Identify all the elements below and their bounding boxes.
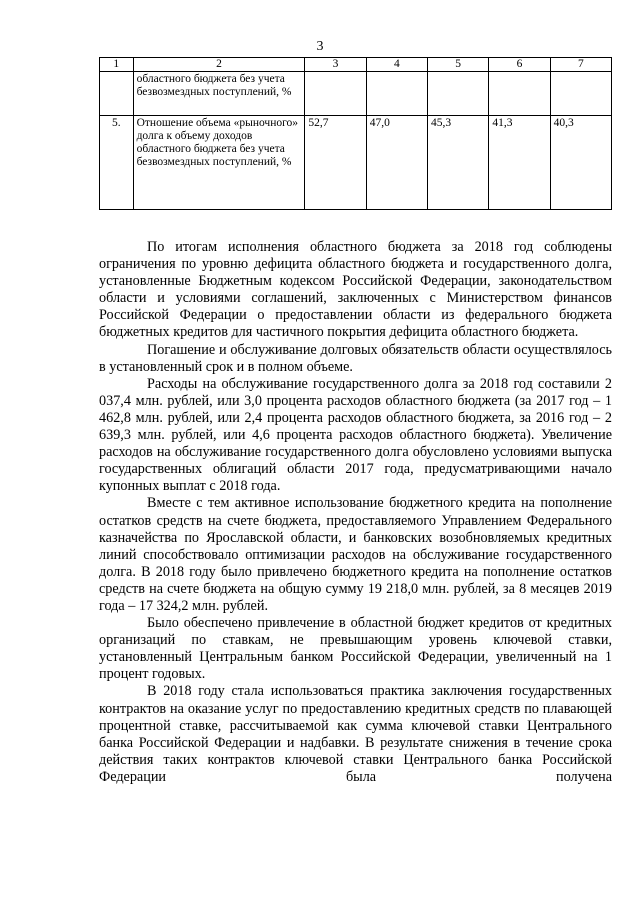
value-cell [366, 72, 427, 116]
paragraph: Погашение и обслуживание долговых обязательств области осуществлялось в установленный срок и в полном объеме. [99, 341, 612, 375]
column-header: 3 [305, 58, 366, 72]
value-cell: 47,0 [366, 116, 427, 210]
column-header: 1 [100, 58, 134, 72]
value-cell: 45,3 [428, 116, 489, 210]
value-cell [305, 72, 366, 116]
table-row [100, 72, 612, 116]
column-header: 7 [550, 58, 611, 72]
debt-indicators-table [99, 57, 612, 210]
table-row [100, 116, 612, 210]
value-cell [489, 72, 550, 116]
table-header-row [100, 58, 612, 72]
column-header: 5 [428, 58, 489, 72]
column-header: 2 [133, 58, 305, 72]
paragraph: Было обеспечено привлечение в областной бюджет кредитов от кредитных организаций по ставкам, не превышающим уровень ключевой ставки, установленный Центральным банком Российской Федерации, увеличенный на 1 процент годовых. [99, 615, 612, 683]
paragraph: Расходы на обслуживание государственного долга за 2018 год составили 2 037,4 млн. рублей, или 3,0 процента расходов областного бюджета (за 2017 год – 1 462,8 млн. рублей, или 2,4 процента расходов областного бюджета, за 2016 год – 2 639,3 млн. рублей, или 4,6 процента расходов областного бюджета). Увеличение расходов на обслуживание государственного долга обусловлено условиями выпуска государственных облигаций области 2017 года, предусматривающими начало купонных выплат с 2018 года. [99, 375, 612, 495]
paragraph: В 2018 году стала использоваться практика заключения государственных контрактов на оказание услуг по предоставлению кредитных средств по плавающей процентной ставке, рассчитываемой как сумма ключевой ставки Центрального банка Российской Федерации и надбавки. В результате снижения в течение срока действия таких контрактов ключевой ставки Центрального банка Российской Федерации была получена [99, 683, 612, 785]
row-label-cell: Отношение объема «рыночного» долга к объему доходов областного бюджета без учета безвозмездных поступлений, % [133, 116, 305, 210]
row-number-cell: 5. [100, 116, 134, 210]
value-cell: 41,3 [489, 116, 550, 210]
row-label-cell: областного бюджета без учета безвозмездных поступлений, % [133, 72, 305, 116]
page-number: 3 [316, 39, 324, 54]
value-cell [428, 72, 489, 116]
value-cell: 40,3 [550, 116, 611, 210]
paragraph: Вместе с тем активное использование бюджетного кредита на пополнение остатков средств на счете бюджета, предоставляемого Управлением Федерального казначейства по Ярославской области, и банковских возобновляемых кредитных линий способствовало оптимизации расходов на обслуживание государственного долга. В 2018 году было привлечено бюджетного кредита на пополнение остатков средств на счете бюджета на общую сумму 19 218,0 млн. рублей, за 8 месяцев 2019 года – 17 324,2 млн. рублей. [99, 495, 612, 614]
value-cell: 52,7 [305, 116, 366, 210]
value-cell [550, 72, 611, 116]
paragraph: По итогам исполнения областного бюджета за 2018 год соблюдены ограничения по уровню дефицита областного бюджета и государственного долга, установленные Бюджетным кодексом Российской Федерации, законодательством области и условиями соглашений, заключенных с Министерством финансов Российской Федерации о предоставлении области из федерального бюджета бюджетных кредитов для частичного покрытия дефицита областного бюджета. [99, 239, 612, 341]
column-header: 4 [366, 58, 427, 72]
document-body [99, 239, 612, 786]
column-header: 6 [489, 58, 550, 72]
row-number-cell [100, 72, 134, 116]
